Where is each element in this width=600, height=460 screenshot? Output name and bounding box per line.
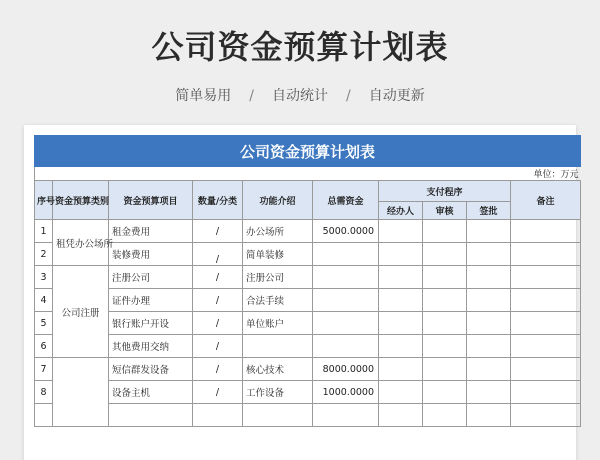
header-payment-process: 支付程序 bbox=[379, 181, 511, 202]
cell-handler bbox=[379, 404, 423, 427]
cell-amount bbox=[313, 312, 379, 335]
feature-tag: 自动统计 bbox=[272, 88, 328, 104]
cell-function: 工作设备 bbox=[243, 381, 313, 404]
cell-sign bbox=[467, 381, 511, 404]
header-qty: 数量/分类 bbox=[193, 181, 243, 220]
sheet-title: 公司资金预算计划表 bbox=[35, 136, 581, 167]
unit-label: 单位：万元 bbox=[35, 167, 581, 181]
cell-seq: 6 bbox=[35, 335, 53, 358]
cell-qty: / bbox=[193, 289, 243, 312]
cell-qty: / bbox=[193, 381, 243, 404]
cell-handler bbox=[379, 335, 423, 358]
cell-sign bbox=[467, 312, 511, 335]
table-row bbox=[35, 266, 581, 289]
tag-separator: / bbox=[346, 88, 351, 104]
cell-function bbox=[243, 404, 313, 427]
cell-amount bbox=[313, 243, 379, 266]
header-handler: 经办人 bbox=[379, 202, 423, 220]
cell-remark bbox=[511, 243, 581, 266]
cell-remark bbox=[511, 358, 581, 381]
cell-qty: / bbox=[193, 266, 243, 289]
cell-item: 设备主机 bbox=[109, 381, 193, 404]
cell-function: 单位账户 bbox=[243, 312, 313, 335]
cell-amount bbox=[313, 404, 379, 427]
cell-qty: / bbox=[193, 243, 243, 266]
cell-review bbox=[423, 220, 467, 243]
cell-seq: 7 bbox=[35, 358, 53, 381]
cell-sign bbox=[467, 404, 511, 427]
table-row bbox=[35, 381, 581, 404]
cell-handler bbox=[379, 358, 423, 381]
cell-function: 办公场所 bbox=[243, 220, 313, 243]
cell-function: 注册公司 bbox=[243, 266, 313, 289]
cell-seq: 2 bbox=[35, 243, 53, 266]
cell-category: 公司注册 bbox=[53, 266, 109, 358]
header-seq: 序号 bbox=[35, 181, 53, 220]
cell-item: 装修费用 bbox=[109, 243, 193, 266]
budget-table bbox=[34, 135, 581, 427]
cell-handler bbox=[379, 312, 423, 335]
cell-amount: 5000.0000 bbox=[313, 220, 379, 243]
page-title: 公司资金预算计划表 bbox=[151, 28, 449, 66]
cell-qty: / bbox=[193, 335, 243, 358]
header-sign: 签批 bbox=[467, 202, 511, 220]
cell-item: 证件办理 bbox=[109, 289, 193, 312]
cell-review bbox=[423, 358, 467, 381]
feature-tags bbox=[0, 85, 600, 105]
cell-function bbox=[243, 335, 313, 358]
table-row bbox=[35, 289, 581, 312]
cell-item: 注册公司 bbox=[109, 266, 193, 289]
cell-amount bbox=[313, 289, 379, 312]
cell-remark bbox=[511, 404, 581, 427]
header-category: 资金预算类别 bbox=[53, 181, 109, 220]
cell-seq: 4 bbox=[35, 289, 53, 312]
cell-review bbox=[423, 404, 467, 427]
cell-sign bbox=[467, 289, 511, 312]
spreadsheet-preview bbox=[24, 125, 579, 460]
cell-item: 短信群发设备 bbox=[109, 358, 193, 381]
cell-amount: 8000.0000 bbox=[313, 358, 379, 381]
cell-function: 合法手续 bbox=[243, 289, 313, 312]
cell-category: 租凭办公场所 bbox=[53, 220, 109, 266]
header-remark: 备注 bbox=[511, 181, 581, 220]
cell-sign bbox=[467, 220, 511, 243]
cell-amount: 1000.0000 bbox=[313, 381, 379, 404]
cell-item: 租金费用 bbox=[109, 220, 193, 243]
cell-qty: / bbox=[193, 358, 243, 381]
cell-review bbox=[423, 381, 467, 404]
header-review: 审核 bbox=[423, 202, 467, 220]
feature-tag: 自动更新 bbox=[368, 88, 425, 104]
table-row bbox=[35, 335, 581, 358]
cell-review bbox=[423, 289, 467, 312]
cell-item: 其他费用交纳 bbox=[109, 335, 193, 358]
header-item: 资金预算项目 bbox=[109, 181, 193, 220]
cell-sign bbox=[467, 266, 511, 289]
cell-sign bbox=[467, 335, 511, 358]
cell-handler bbox=[379, 381, 423, 404]
cell-seq: 3 bbox=[35, 266, 53, 289]
cell-qty: / bbox=[193, 220, 243, 243]
cell-function: 核心技术 bbox=[243, 358, 313, 381]
cell-category bbox=[53, 358, 109, 427]
cell-remark bbox=[511, 335, 581, 358]
cell-seq: 1 bbox=[35, 220, 53, 243]
cell-review bbox=[423, 243, 467, 266]
cell-item: 银行账户开设 bbox=[109, 312, 193, 335]
feature-tag: 简单易用 bbox=[175, 88, 232, 104]
cell-review bbox=[423, 312, 467, 335]
cell-qty bbox=[193, 404, 243, 427]
cell-remark bbox=[511, 312, 581, 335]
table-row bbox=[35, 358, 581, 381]
cell-remark bbox=[511, 289, 581, 312]
cell-sign bbox=[467, 358, 511, 381]
table-row bbox=[35, 404, 581, 427]
header-function: 功能介绍 bbox=[243, 181, 313, 220]
cell-item bbox=[109, 404, 193, 427]
cell-handler bbox=[379, 220, 423, 243]
cell-seq bbox=[35, 404, 53, 427]
header-amount: 总需资金 bbox=[313, 181, 379, 220]
cell-qty: / bbox=[193, 312, 243, 335]
table-row bbox=[35, 312, 581, 335]
cell-remark bbox=[511, 220, 581, 243]
table-row bbox=[35, 243, 581, 266]
cell-handler bbox=[379, 289, 423, 312]
cell-seq: 8 bbox=[35, 381, 53, 404]
cell-seq: 5 bbox=[35, 312, 53, 335]
cell-amount bbox=[313, 335, 379, 358]
cell-remark bbox=[511, 381, 581, 404]
cell-amount bbox=[313, 266, 379, 289]
tag-separator: / bbox=[249, 88, 254, 104]
table-row bbox=[35, 220, 581, 243]
cell-handler bbox=[379, 266, 423, 289]
cell-function: 简单装修 bbox=[243, 243, 313, 266]
cell-remark bbox=[511, 266, 581, 289]
cell-review bbox=[423, 335, 467, 358]
cell-handler bbox=[379, 243, 423, 266]
cell-review bbox=[423, 266, 467, 289]
cell-sign bbox=[467, 243, 511, 266]
